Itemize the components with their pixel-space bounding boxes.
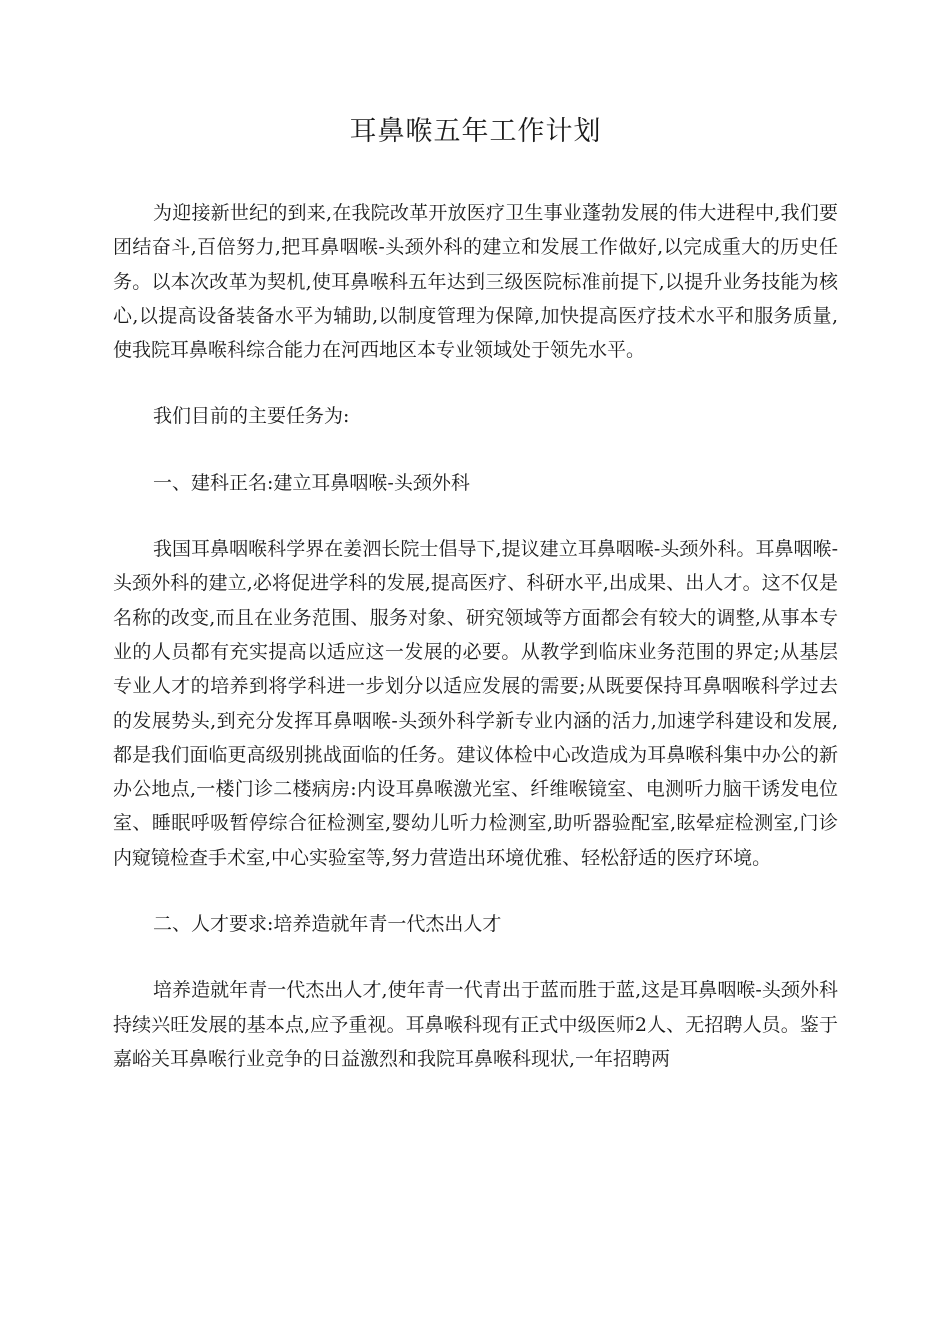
paragraph-main-tasks: 我们目前的主要任务为: [153, 405, 350, 428]
section-heading-2: 二、人才要求:培养造就年青一代杰出人才 [153, 913, 502, 936]
paragraph-section-2: 培养造就年青一代杰出人才,使年青一代青出于蓝而胜于蓝,这是耳鼻咽喉-头颈外科持续兴旺发展的基本点,应予重视。耳鼻喉科现有正式中级医师2人、无招聘人员。鉴于嘉峪关耳鼻喉行业竞争的日益激烈和我院耳鼻喉科现状,一年招聘两 [113, 979, 838, 1070]
section-heading-1: 一、建科正名:建立耳鼻咽喉-头颈外科 [153, 471, 470, 494]
paragraph-section-1: 我国耳鼻咽喉科学界在姜泗长院士倡导下,提议建立耳鼻咽喉-头颈外科。耳鼻咽喉-头颈外科的建立,必将促进学科的发展,提高医疗、科研水平,出成果、出人才。这不仅是名称的改变,而且在业务范围、服务对象、研究领域等方面都会有较大的调整,从事本专业的人员都有充实提高以适应这一发展的必要。从教学到临床业务范围的界定;从基层专业人才的培养到将学科进一步划分以适应发展的需要;从既要保持耳鼻咽喉科学过去的发展势头,到充分发挥耳鼻咽喉-头颈外科学新专业内涵的活力,加速学科建设和发展,都是我们面临更高级别挑战面临的任务。建议体检中心改造成为耳鼻喉科集中办公的新办公地点,一楼门诊二楼病房:内设耳鼻喉激光室、纤维喉镜室、电测听力脑干诱发电位室、睡眠呼吸暂停综合征检测室,婴幼儿听力检测室,助听器验配室,眩晕症检测室,门诊内窥镜检查手术室,中心实验室等,努力营造出环境优雅、轻松舒适的医疗环境。 [113, 538, 838, 869]
document-title: 耳鼻喉五年工作计划 [349, 116, 602, 147]
paragraph-intro: 为迎接新世纪的到来,在我院改革开放医疗卫生事业蓬勃发展的伟大进程中,我们要团结奋斗,百倍努力,把耳鼻咽喉-头颈外科的建立和发展工作做好,以完成重大的历史任务。以本次改革为契机,使耳鼻喉科五年达到三级医院标准前提下,以提升业务技能为核心,以提高设备装备水平为辅助,以制度管理为保障,加快提高医疗技术水平和服务质量,使我院耳鼻喉科综合能力在河西地区本专业领域处于领先水平。 [113, 202, 838, 362]
